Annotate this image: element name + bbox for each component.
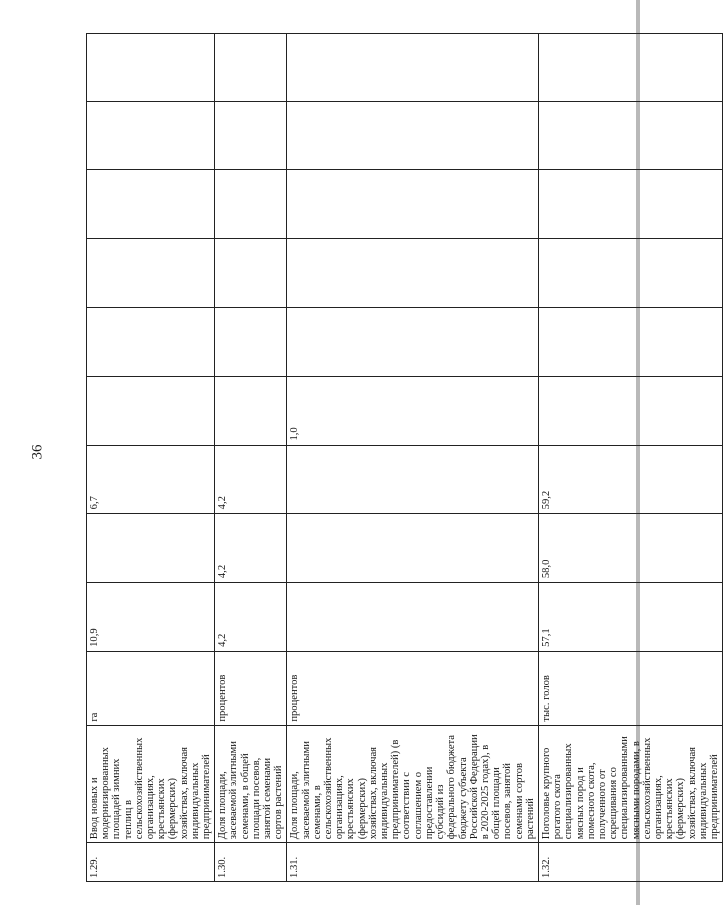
indicator-cell: Доля площади, засеваемой элитными семенами, в общей площади посевов, занятой семенами сортов растений [215, 725, 287, 843]
table-row [287, 34, 538, 882]
value-cell [215, 101, 287, 170]
value-cell [87, 170, 215, 239]
row-number-cell: 1.31. [287, 843, 538, 882]
value-cell [215, 376, 287, 445]
value-cell [87, 34, 215, 102]
value-cell: 4,2 [215, 445, 287, 514]
value-cell [287, 239, 538, 308]
table-frame [86, 33, 720, 882]
value-cell: 4,2 [215, 514, 287, 583]
value-cell [287, 445, 538, 514]
value-cell [87, 101, 215, 170]
row-number-cell: 1.29. [87, 843, 215, 882]
table-row [215, 34, 287, 882]
value-cell [87, 307, 215, 376]
indicators-table [86, 33, 723, 882]
value-cell [538, 376, 722, 445]
row-number-cell: 1.32. [538, 843, 722, 882]
value-cell [287, 514, 538, 583]
value-cell [87, 514, 215, 583]
value-cell: 4,2 [215, 583, 287, 652]
value-cell [215, 170, 287, 239]
unit-cell: процентов [287, 651, 538, 725]
value-cell [287, 170, 538, 239]
value-cell [287, 34, 538, 102]
value-cell [538, 34, 722, 102]
value-cell: 10,9 [87, 583, 215, 652]
value-cell [287, 307, 538, 376]
page-number: 36 [29, 444, 46, 460]
value-cell [215, 307, 287, 376]
value-cell: 57,1 [538, 583, 722, 652]
value-cell [287, 101, 538, 170]
value-cell: 1,0 [287, 376, 538, 445]
value-cell [538, 170, 722, 239]
value-cell [87, 239, 215, 308]
indicator-cell: Поголовье крупного рогатого скота специализированных мясных пород и помесного скота, полученного от скрещивания со специализированными мясными породами, в сельскохозяйственных организациях, крестьянских (фермерских) хозяйствах, включая индивидуальных предпринимателей [538, 725, 722, 843]
value-cell: 6,7 [87, 445, 215, 514]
value-cell [215, 34, 287, 102]
table-row [87, 34, 215, 882]
value-cell: 59,2 [538, 445, 722, 514]
unit-cell: га [87, 651, 215, 725]
indicator-cell: Ввод новых и модернизированных площадей зимних теплиц в сельскохозяйственных организациях, крестьянских (фермерских) хозяйствах, включая индивидуальных предпринимателей [87, 725, 215, 843]
table-row [538, 34, 722, 882]
value-cell [215, 239, 287, 308]
value-cell: 58,0 [538, 514, 722, 583]
value-cell [538, 101, 722, 170]
value-cell [87, 376, 215, 445]
indicator-cell: Доля площади, засеваемой элитными семенами, в сельскохозяйственных организациях, крестьянских (фермерских) хозяйствах, включая индивидуальных предпринимателей) (в соответствии с соглашением о предоставлении субсидий из федерального бюджета бюджету субъекта Российской Федерации в 2020-2025 годах), в общей площади посевов, занятой семенами сортов растений [287, 725, 538, 843]
row-number-cell: 1.30. [215, 843, 287, 882]
value-cell [538, 239, 722, 308]
unit-cell: процентов [215, 651, 287, 725]
unit-cell: тыс. голов [538, 651, 722, 725]
value-cell [538, 307, 722, 376]
value-cell [287, 583, 538, 652]
